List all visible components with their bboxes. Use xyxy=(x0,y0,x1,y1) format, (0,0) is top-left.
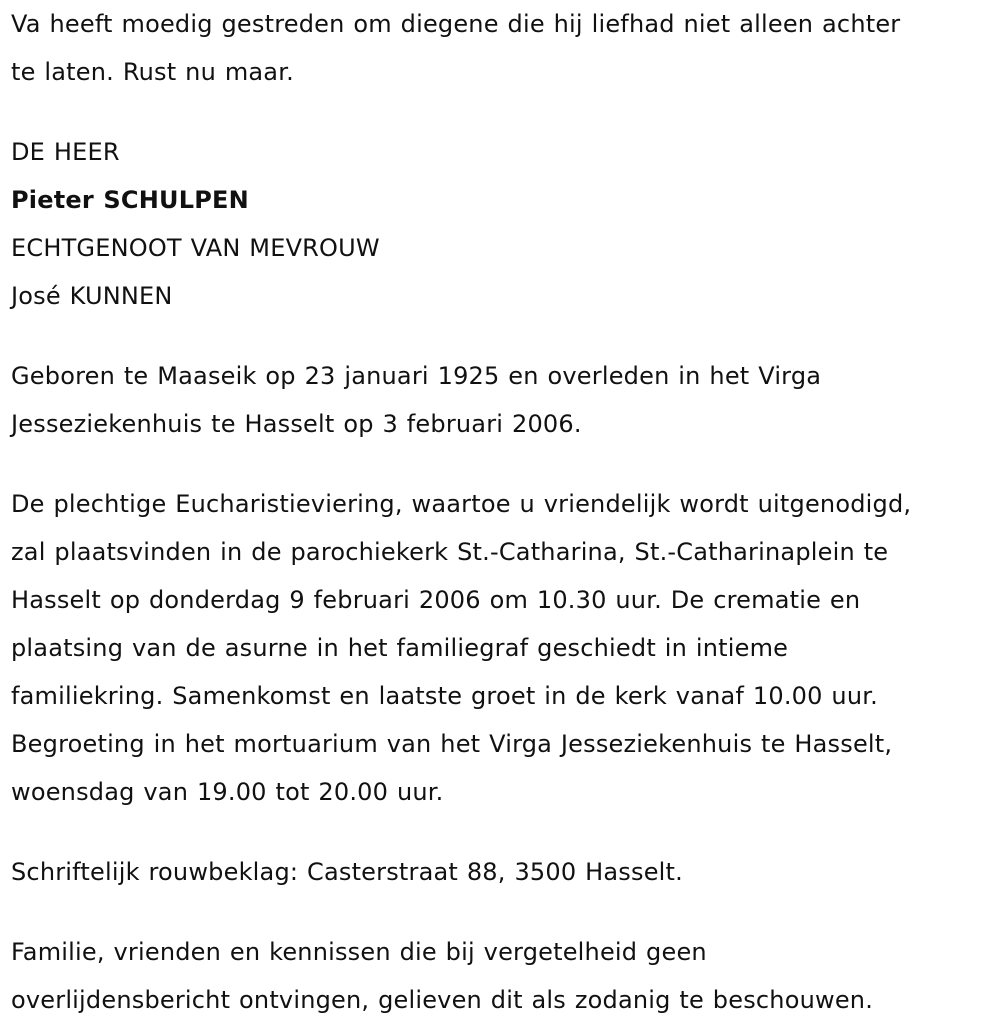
opening-line-1: Va heeft moedig gestreden om diegene die hij liefhad niet alleen achter xyxy=(11,10,901,38)
spacer xyxy=(11,92,996,132)
ceremony-line-6: Begroeting in het mortuarium van het Virga Jesseziekenhuis te Hasselt, xyxy=(11,730,893,758)
condolence-paragraph xyxy=(11,852,996,892)
obituary-notice xyxy=(11,4,996,1020)
closing-line-1: Familie, vrienden en kennissen die bij vergetelheid geen xyxy=(11,938,707,966)
ceremony-line-4: plaatsing van de asurne in het familiegraf geschiedt in intieme xyxy=(11,634,789,662)
ceremony-line-3: Hasselt op donderdag 9 februari 2006 om 10.30 uur. De crematie en xyxy=(11,586,861,614)
ceremony-line-5: familiekring. Samenkomst en laatste groet in de kerk vanaf 10.00 uur. xyxy=(11,682,878,710)
spacer xyxy=(11,444,996,484)
spacer xyxy=(11,316,996,356)
birth-death-line-1: Geboren te Maaseik op 23 januari 1925 en overleden in het Virga xyxy=(11,362,822,390)
ceremony-line-2: zal plaatsvinden in de parochiekerk St.-Catharina, St.-Catharinaplein te xyxy=(11,538,889,566)
ceremony-line-7: woensdag van 19.00 tot 20.00 uur. xyxy=(11,778,444,806)
spacer xyxy=(11,892,996,932)
ceremony-paragraph xyxy=(11,484,996,812)
relation-label: ECHTGENOOT VAN MEVROUW xyxy=(11,234,380,262)
condolence-address: Schriftelijk rouwbeklag: Casterstraat 88, 3500 Hasselt. xyxy=(11,858,683,886)
opening-paragraph xyxy=(11,4,996,92)
deceased-name: Pieter SCHULPEN xyxy=(11,186,249,214)
birth-death-paragraph xyxy=(11,356,996,444)
honorific-title: DE HEER xyxy=(11,138,120,166)
ceremony-line-1: De plechtige Eucharistieviering, waartoe u vriendelijk wordt uitgenodigd, xyxy=(11,490,912,518)
opening-line-2: te laten. Rust nu maar. xyxy=(11,58,294,86)
closing-paragraph xyxy=(11,932,996,1020)
spouse-name: José KUNNEN xyxy=(11,282,173,310)
spacer xyxy=(11,812,996,852)
birth-death-line-2: Jesseziekenhuis te Hasselt op 3 februari 2006. xyxy=(11,410,582,438)
deceased-block xyxy=(11,132,996,316)
closing-line-2: overlijdensbericht ontvingen, gelieven dit als zodanig te beschouwen. xyxy=(11,986,874,1014)
